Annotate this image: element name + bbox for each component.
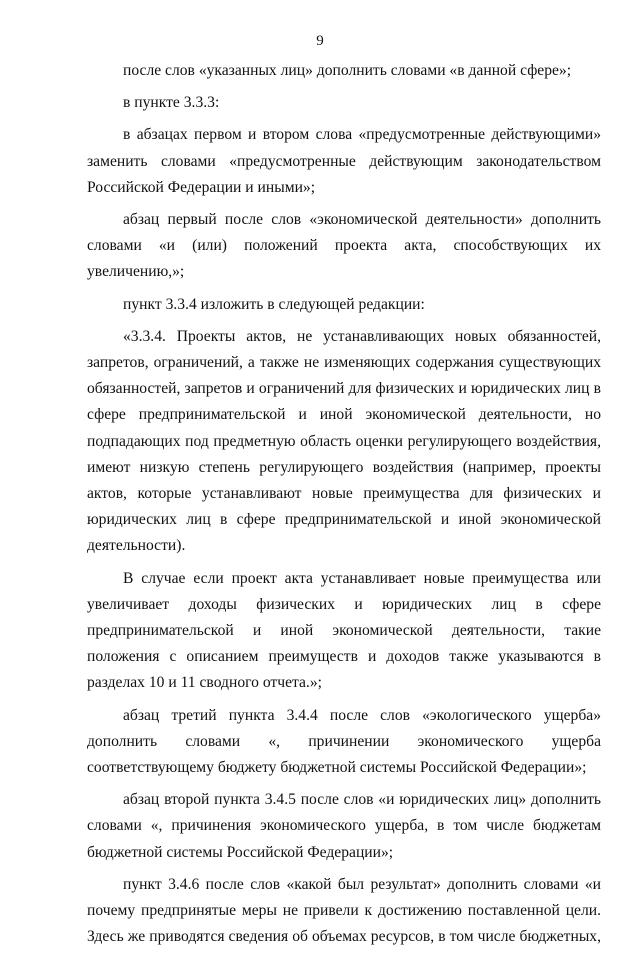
paragraph-7	[87, 566, 601, 697]
text-line: абзац первый после слов «экономической деятельности» дополнить	[123, 211, 601, 229]
text-line: но подпадающих под предметную область оценки регулирующего воздействия,	[87, 406, 601, 450]
text-line: после слов «указанных лиц» дополнить словами «в данной сфере»;	[123, 62, 572, 79]
paragraph-5	[87, 292, 601, 318]
text-line: бюджетной системы Российской Федерации»;	[280, 759, 587, 777]
paragraph-8	[87, 703, 601, 782]
text-line: заменить словами «предусмотренные действующим законодательством	[87, 152, 601, 170]
paragraph-4	[87, 207, 601, 286]
text-line: словами «, причинения экономического ущерба, в том числе бюджетам	[87, 817, 601, 835]
text-line: обязанностей, запретов и ограничений для физических и юридических лиц	[87, 380, 590, 398]
paragraph-10	[87, 872, 601, 951]
text-line: запретов, ограничений, а также не изменяющих содержания существующих	[87, 354, 601, 372]
text-line: которые устанавливают новые преимущества для физических и юридических	[87, 485, 601, 529]
paragraph-6	[87, 324, 601, 560]
text-line: с описанием преимуществ и доходов также указываются в разделах 10 и 11	[87, 648, 601, 692]
text-line: в пункте 3.3.3:	[123, 94, 220, 112]
text-line: сводного отчета.»;	[199, 674, 322, 692]
paragraph-1	[87, 58, 601, 84]
text-line: Здесь же приводятся сведения об объемах ресурсов, в том числе бюджетных,	[87, 928, 601, 946]
paragraph-2	[87, 90, 601, 116]
text-line: словами «и (или) положений проекта акта, способствующих их увеличению,»;	[87, 237, 601, 281]
text-line: пункт 3.4.6 после слов «какой был результат» дополнить словами	[123, 875, 579, 893]
text-line: в сфере предпринимательской и иной экономической деятельности,	[87, 380, 601, 424]
text-line: абзац третий пункта 3.4.4 после слов «экологического ущерба» дополнить	[87, 706, 601, 750]
page-number: 9	[316, 33, 324, 49]
text-line: лиц в сфере предпринимательской и иной экономической деятельности).	[87, 511, 602, 555]
text-line: бюджетной системы Российской Федерации»;	[87, 843, 394, 861]
text-line: словами «, причинении экономического ущерба соответствующему бюджету	[87, 732, 601, 777]
text-line: пункт 3.3.4 изложить в следующей редакции:	[123, 295, 425, 313]
paragraph-3	[87, 122, 601, 201]
text-line: «и почему предпринятые меры не привели к достижению поставленной цели.	[87, 875, 601, 920]
text-line: имеют низкую степень регулирующего воздействия (например, проекты актов,	[87, 458, 601, 503]
text-line: Российской Федерации и иными»;	[87, 178, 316, 196]
text-line: в абзацах первом и втором слова «предусмотренные действующими»	[123, 126, 601, 144]
document-body	[87, 58, 601, 957]
text-line: В случае если проект акта устанавливает новые преимущества	[123, 569, 569, 587]
text-line: или увеличивает доходы физических и юридических лиц в сфере	[87, 569, 601, 613]
text-line: абзац второй пункта 3.4.5 после слов «и юридических лиц» дополнить	[123, 791, 601, 809]
text-line: предпринимательской и иной экономической деятельности, такие положения	[87, 622, 601, 666]
paragraph-9	[87, 787, 601, 866]
text-line: «3.3.4. Проекты актов, не устанавливающих новых обязанностей,	[123, 327, 601, 345]
